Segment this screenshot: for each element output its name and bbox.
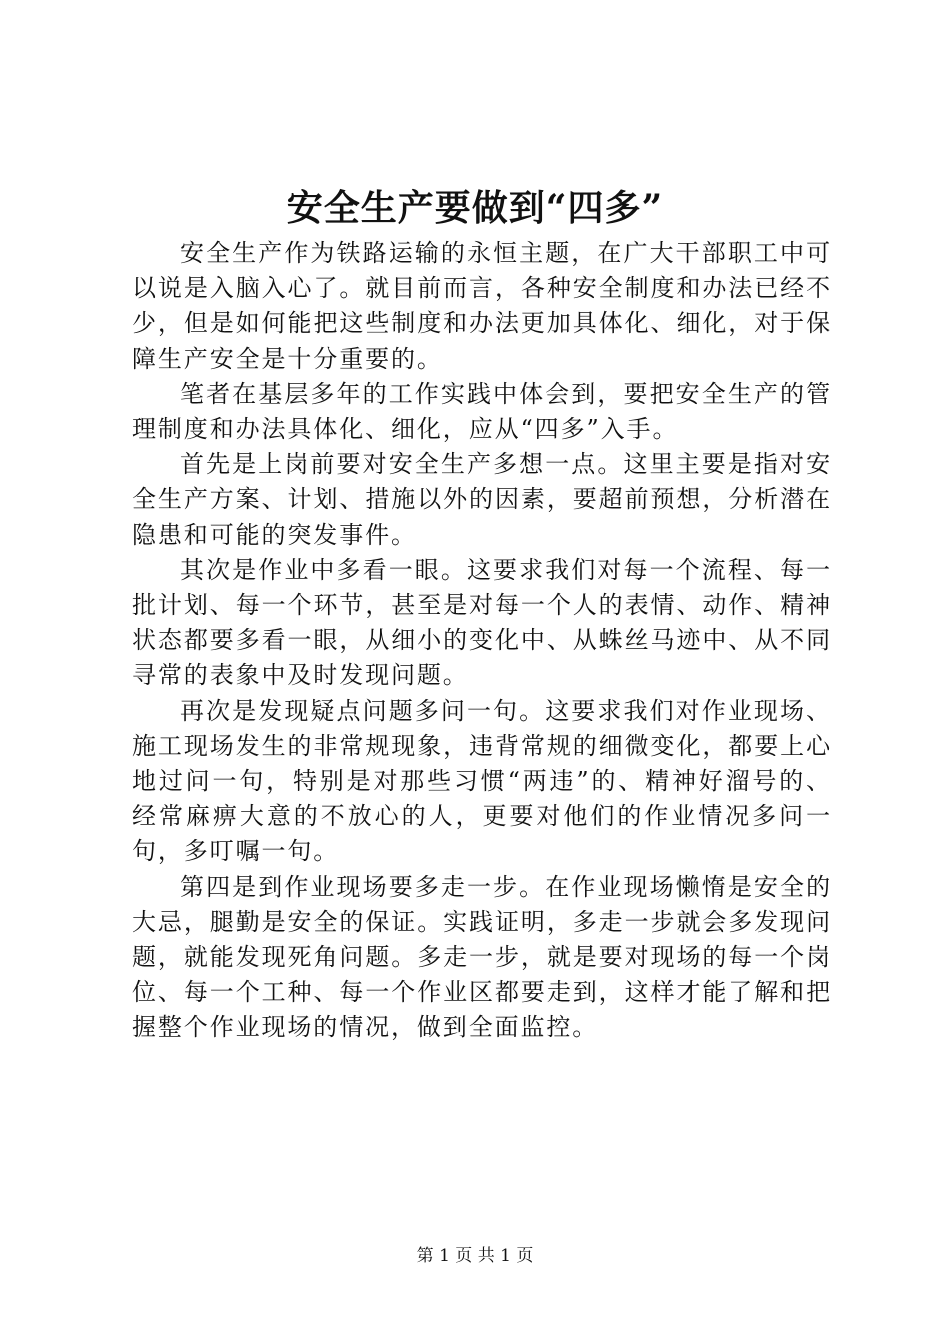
paragraph: 再次是发现疑点问题多问一句。这要求我们对作业现场、施工现场发生的非常规现象，违背常规的细微变化，都要上心地过问一句，特别是对那些习惯“两违”的、精神好溜号的、经常麻痹大意的不放心的人，更要对他们的作业情况多问一句，多叮嘱一句。 [132, 696, 832, 866]
paragraph: 笔者在基层多年的工作实践中体会到，要把安全生产的管理制度和办法具体化、细化，应从“四多”入手。 [132, 379, 832, 444]
paragraph: 首先是上岗前要对安全生产多想一点。这里主要是指对安全生产方案、计划、措施以外的因素，要超前预想，分析潜在隐患和可能的突发事件。 [132, 450, 832, 549]
page-number-footer: 第 1 页 共 1 页 [416, 1246, 534, 1266]
document-title: 安全生产要做到“四多” [286, 187, 664, 229]
paragraph: 第四是到作业现场要多走一步。在作业现场懒惰是安全的大忌，腿勤是安全的保证。实践证明，多走一步就会多发现问题，就能发现死角问题。多走一步，就是要对现场的每一个岗位、每一个工种、每一个作业区都要走到，这样才能了解和把握整个作业现场的情况，做到全面监控。 [132, 872, 832, 1042]
document-body [132, 236, 832, 1046]
paragraph: 安全生产作为铁路运输的永恒主题，在广大干部职工中可以说是入脑入心了。就目前而言，各种安全制度和办法已经不少，但是如何能把这些制度和办法更加具体化、细化，对于保障生产安全是十分重要的。 [132, 239, 832, 373]
paragraph: 其次是作业中多看一眼。这要求我们对每一个流程、每一批计划、每一个环节，甚至是对每一个人的表情、动作、精神状态都要多看一眼，从细小的变化中、从蛛丝马迹中、从不同寻常的表象中及时发现问题。 [132, 555, 832, 690]
